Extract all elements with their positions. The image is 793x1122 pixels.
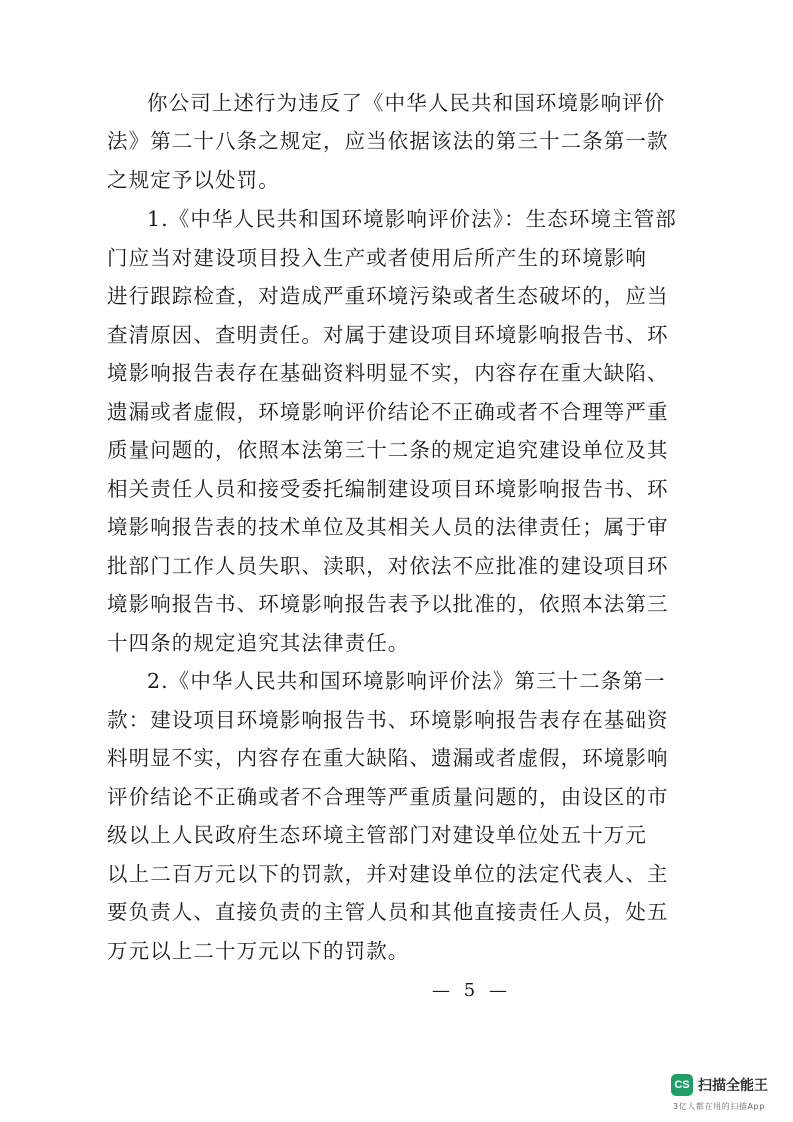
scanner-watermark	[671, 1074, 781, 1114]
watermark-tagline: 3亿人都在用的扫描App	[673, 1102, 765, 1111]
paragraph-line: 质量问题的，依照本法第三十二条的规定追究建设单位及其	[107, 438, 669, 462]
paragraph-line: 之规定予以处罚。	[107, 168, 280, 192]
paragraph-line: 境影响报告表存在基础资料明显不实，内容存在重大缺陷、	[107, 361, 669, 385]
paragraph-line: 1.《中华人民共和国环境影响评价法》：生态环境主管部	[147, 207, 677, 231]
paragraph-line: 境影响报告书、环境影响报告表予以批准的，依照本法第三	[107, 592, 669, 616]
paragraph-line: 查清原因、查明责任。对属于建设项目环境影响报告书、环	[107, 323, 669, 347]
paragraph-line: 万元以上二十万元以下的罚款。	[107, 939, 410, 963]
watermark-app-name: 扫描全能王	[698, 1078, 768, 1094]
camscanner-logo-icon: CS	[671, 1074, 693, 1096]
paragraph-line: 批部门工作人员失职、渎职，对依法不应批准的建设项目环	[107, 554, 669, 578]
paragraph-line: 门应当对建设项目投入生产或者使用后所产生的环境影响	[107, 246, 647, 270]
paragraph-line: 以上二百万元以下的罚款，并对建设单位的法定代表人、主	[107, 862, 669, 886]
paragraph-line: 要负责人、直接负责的主管人员和其他直接责任人员，处五	[107, 900, 669, 924]
page-number: — 5 —	[432, 980, 511, 1001]
paragraph-line: 2.《中华人民共和国环境影响评价法》第三十二条第一	[147, 669, 666, 693]
paragraph-line: 十四条的规定追究其法律责任。	[107, 631, 410, 655]
paragraph-line: 进行跟踪检查，对造成严重环境污染或者生态破坏的，应当	[107, 284, 669, 308]
paragraph-line: 境影响报告表的技术单位及其相关人员的法律责任；属于审	[107, 515, 669, 539]
paragraph-line: 你公司上述行为违反了《中华人民共和国环境影响评价	[147, 91, 666, 115]
paragraph-line: 相关责任人员和接受委托编制建设项目环境影响报告书、环	[107, 477, 669, 501]
paragraph-line: 遗漏或者虚假，环境影响评价结论不正确或者不合理等严重	[107, 400, 669, 424]
paragraph-line: 款：建设项目环境影响报告书、环境影响报告表存在基础资	[107, 708, 669, 732]
paragraph-line: 级以上人民政府生态环境主管部门对建设单位处五十万元	[107, 823, 647, 847]
paragraph-line: 法》第二十八条之规定，应当依据该法的第三十二条第一款	[107, 129, 669, 153]
paragraph-line: 评价结论不正确或者不合理等严重质量问题的，由设区的市	[107, 785, 669, 809]
paragraph-line: 料明显不实，内容存在重大缺陷、遗漏或者虚假，环境影响	[107, 746, 669, 770]
